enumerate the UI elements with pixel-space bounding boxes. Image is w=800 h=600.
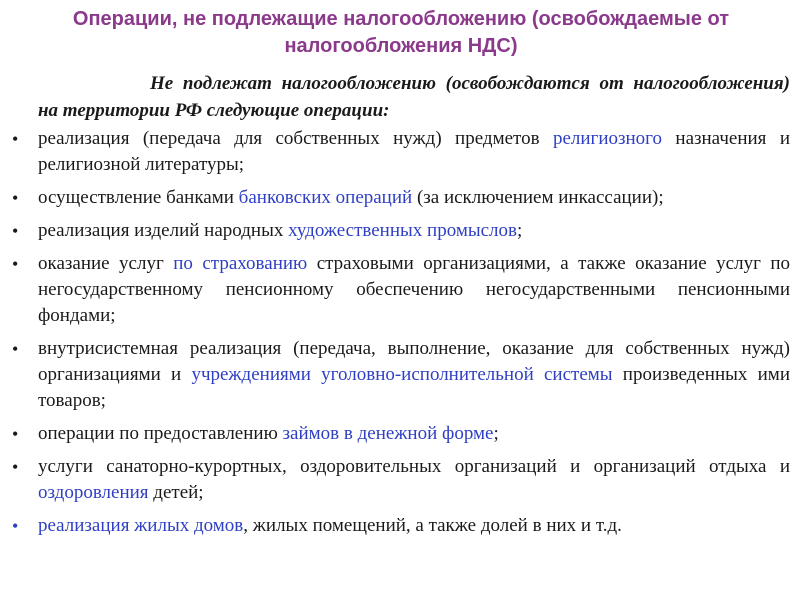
list-item-text: ;: [493, 423, 499, 444]
list-item-text: назначения и религиозной литературы;: [38, 128, 790, 175]
hyperlink[interactable]: оздоровления: [38, 482, 149, 503]
bullet-icon: •: [12, 221, 19, 241]
list-item-text: внутрисистемная реализация (передача, выполнение, оказание для собственных нужд) организациями и: [38, 338, 790, 385]
list-item: [12, 454, 790, 506]
list-item-text: реализация изделий народных: [38, 220, 289, 241]
list-item-text: страховыми организациями, а также оказание услуг по негосударственному пенсионному обеспечению негосударственными пенсионными фондами;: [38, 253, 791, 326]
slide-title: Операции, не подлежащие налогообложению (освобождаемые от налогообложения НДС): [72, 8, 730, 57]
hyperlink[interactable]: банковских операций: [238, 187, 413, 208]
list-item-text: услуги санаторно-курортных, оздоровительных организаций и организаций отдыха и: [38, 456, 790, 477]
list-item-text: оказание услуг: [38, 253, 174, 274]
list-item-text: (за исключением инкассации);: [412, 187, 664, 208]
hyperlink[interactable]: займов в денежной форме: [282, 423, 494, 444]
bullet-icon: •: [12, 188, 19, 208]
list-item: [12, 336, 790, 414]
hyperlink[interactable]: художественных промыслов: [288, 220, 518, 241]
intro-paragraph: Не подлежат налогообложению (освобождаются от налогообложения) на территории РФ следующие операции:: [38, 73, 790, 121]
list-item-text: , жилых помещений, а также долей в них и т.д.: [243, 515, 622, 536]
list-item: [12, 218, 790, 244]
list-item-text: осуществление банками: [38, 187, 239, 208]
bullet-icon: •: [12, 457, 19, 477]
bullet-icon: •: [12, 516, 19, 536]
list-item: [12, 185, 790, 211]
list-item-text: детей;: [148, 482, 204, 503]
list-item: [12, 126, 790, 178]
list-item-text: ;: [517, 220, 523, 241]
bullet-icon: •: [12, 254, 19, 274]
bullet-icon: •: [12, 339, 19, 359]
list-item: [12, 421, 790, 447]
hyperlink[interactable]: религиозного: [552, 128, 662, 149]
list-item: [12, 251, 790, 329]
bullet-icon: •: [12, 424, 19, 444]
list-item-text: реализация (передача для собственных нужд) предметов: [38, 128, 553, 149]
bullet-icon: •: [12, 129, 19, 149]
hyperlink[interactable]: реализация жилых домов: [38, 515, 244, 536]
list-item-text: операции по предоставлению: [38, 423, 283, 444]
hyperlink[interactable]: учреждениями уголовно-исполнительной системы: [191, 364, 613, 385]
list-item: [12, 513, 790, 539]
hyperlink[interactable]: по страхованию: [173, 253, 308, 274]
list-item-text: произведенных ими товаров;: [38, 364, 790, 411]
operations-list: [12, 126, 790, 539]
